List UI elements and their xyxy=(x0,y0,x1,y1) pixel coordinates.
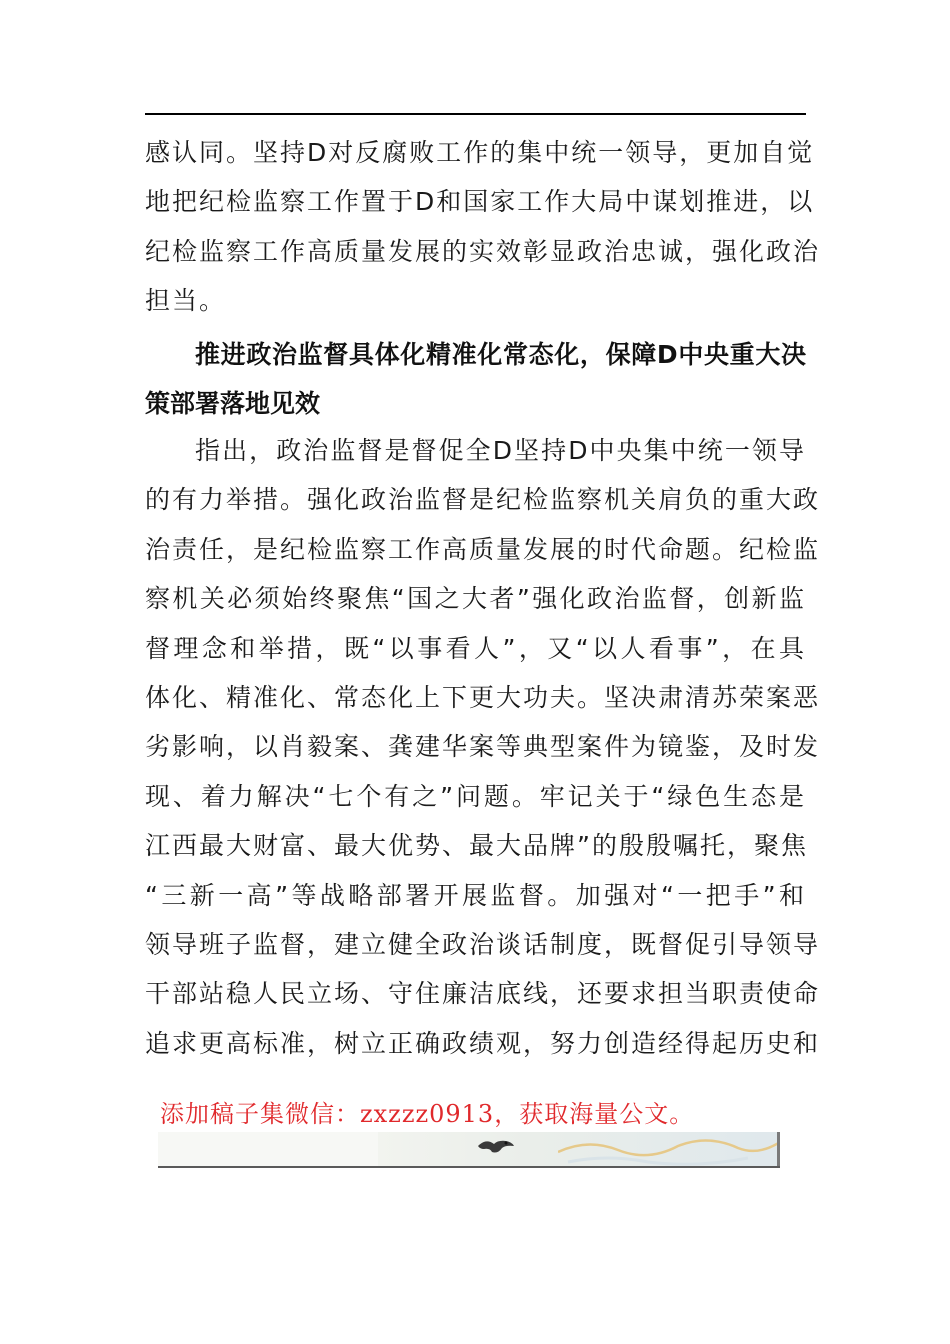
text-line: 领导班子监督，建立健全政治谈话制度，既督促引导领导 xyxy=(145,929,821,959)
text-line: 现、着力解决“七个有之”问题。牢记关于“绿色生态是 xyxy=(145,781,806,811)
text-line: 督理念和举措，既“以事看人”，又“以人看事”，在具 xyxy=(145,633,806,663)
text-line: 治责任，是纪检监察工作高质量发展的时代命题。纪检监 xyxy=(145,534,821,564)
text-line: 体化、精准化、常态化上下更大功夫。坚决肃清苏荣案恶 xyxy=(145,682,821,712)
banner-bottom-border xyxy=(158,1166,780,1168)
paragraph-continuation xyxy=(145,128,821,326)
text-line: 担当。 xyxy=(145,286,227,316)
text-line: 感认同。坚持D对反腐败工作的集中统一领导，更加自觉 xyxy=(145,138,815,167)
wave-decoration-icon xyxy=(558,1132,780,1166)
text-line: 指出，政治监督是督促全D坚持D中央集中统一领导 xyxy=(195,436,806,465)
heading-line: 推进政治监督具体化精准化常态化，保障D中央重大决 xyxy=(195,340,806,369)
text-line: “三新一高”等战略部署开展监督。加强对“一把手”和 xyxy=(145,880,806,910)
banner-edge xyxy=(777,1132,780,1168)
decorative-banner-image xyxy=(158,1132,780,1168)
section-heading xyxy=(145,330,806,428)
body-paragraph xyxy=(145,426,821,1068)
text-line: 纪检监察工作高质量发展的实效彰显政治忠诚，强化政治 xyxy=(145,236,821,266)
text-line: 劣影响，以肖毅案、龚建华案等典型案件为镜鉴，及时发 xyxy=(145,732,821,762)
text-line: 地把纪检监察工作置于D和国家工作大局中谋划推进，以 xyxy=(145,187,815,217)
text-line: 追求更高标准，树立正确政绩观，努力创造经得起历史和 xyxy=(145,1028,821,1058)
header-rule xyxy=(145,113,806,115)
bird-icon xyxy=(476,1134,516,1156)
text-line: 的有力举措。强化政治监督是纪检监察机关肩负的重大政 xyxy=(145,485,821,515)
text-line: 干部站稳人民立场、守住廉洁底线，还要求担当职责使命 xyxy=(145,979,821,1009)
text-line: 察机关必须始终聚焦“国之大者”强化政治监督，创新监 xyxy=(145,584,806,614)
promo-text: 添加稿子集微信：zxzzz0913，获取海量公文。 xyxy=(160,1100,695,1128)
banner-light-area xyxy=(158,1132,378,1166)
text-line: 江西最大财富、最大优势、最大品牌”的殷殷嘱托，聚焦 xyxy=(145,831,808,861)
heading-line: 策部署落地见效 xyxy=(145,389,321,418)
